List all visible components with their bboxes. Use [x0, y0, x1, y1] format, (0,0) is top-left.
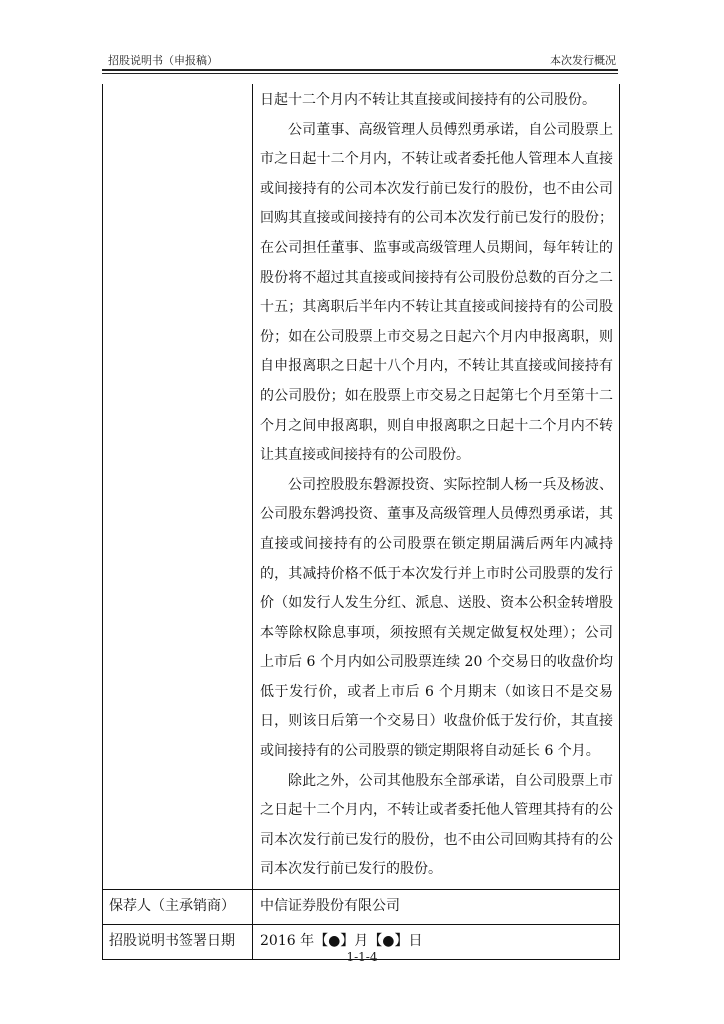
header-section-title: 本次发行概况 — [550, 54, 616, 67]
commitment-paragraph: 公司董事、高级管理人员傅烈勇承诺，自公司股票上市之日起十二个月内，不转让或者委托他人管理本人直接或间接持有的公司本次发行前已发行的股份，也不由公司回购其直接或间接持有的公司本次发行前已发行的股份；在公司担任董事、监事或高级管理人员期间，每年转让的股份将不超过其直接或间接持有公司股份总数的百分之二十五；其离职后半年内不转让其直接或间接持有的公司股份；如在公司股票上市交易之日起六个月内申报离职，则自申报离职之日起十八个月内，不转让其直接或间接持有的公司股份；如在股票上市交易之日起第七个月至第十二个月之间申报离职，则自申报离职之日起十二个月内不转让其直接或间接持有的公司股份。 — [260, 121, 613, 464]
header-rule-thin — [102, 73, 618, 74]
page-number: 1-1-4 — [346, 950, 378, 964]
signing-date-value: 2016 年【●】月【●】日 — [253, 925, 620, 960]
lockup-commitment-cell — [253, 84, 620, 890]
table-row-lockup — [103, 84, 620, 890]
sponsor-value: 中信证券股份有限公司 — [253, 890, 620, 925]
lockup-label-cell — [103, 84, 253, 890]
signing-date-label: 招股说明书签署日期 — [103, 925, 253, 960]
header-document-title: 招股说明书（申报稿） — [108, 54, 218, 67]
sponsor-label: 保荐人（主承销商） — [103, 890, 253, 925]
commitment-paragraph: 公司控股股东磐源投资、实际控制人杨一兵及杨波、公司股东磐鸿投资、董事及高级管理人员傅烈勇承诺，其直接或间接持有的公司股票在锁定期届满后两年内减持的，其减持价格不低于本次发行并上市时公司股票的发行价（如发行人发生分红、派息、送股、资本公积金转增股本等除权除息事项，须按照有关规定做复权处理）；公司上市后 6 个月内如公司股票连续 20 个交易日的收盘价均低于发行价，或者上市后 6 个月期末（如该日不是交易日，则该日后第一个交易日）收盘价低于发行价，其直接或间接持有的公司股票的锁定期限将自动延长 6 个月。 — [260, 476, 613, 760]
table-row-sponsor — [103, 890, 620, 925]
commitment-paragraph: 除此之外，公司其他股东全部承诺，自公司股票上市之日起十二个月内，不转让或者委托他人管理其持有的公司本次发行前已发行的股份，也不由公司回购其持有的公司本次发行前已发行的股份。 — [260, 772, 613, 878]
commitment-paragraph: 日起十二个月内不转让其直接或间接持有的公司股份。 — [260, 92, 596, 108]
page-header — [102, 46, 618, 68]
offering-overview-table — [102, 84, 620, 960]
header-rule — [102, 69, 618, 71]
